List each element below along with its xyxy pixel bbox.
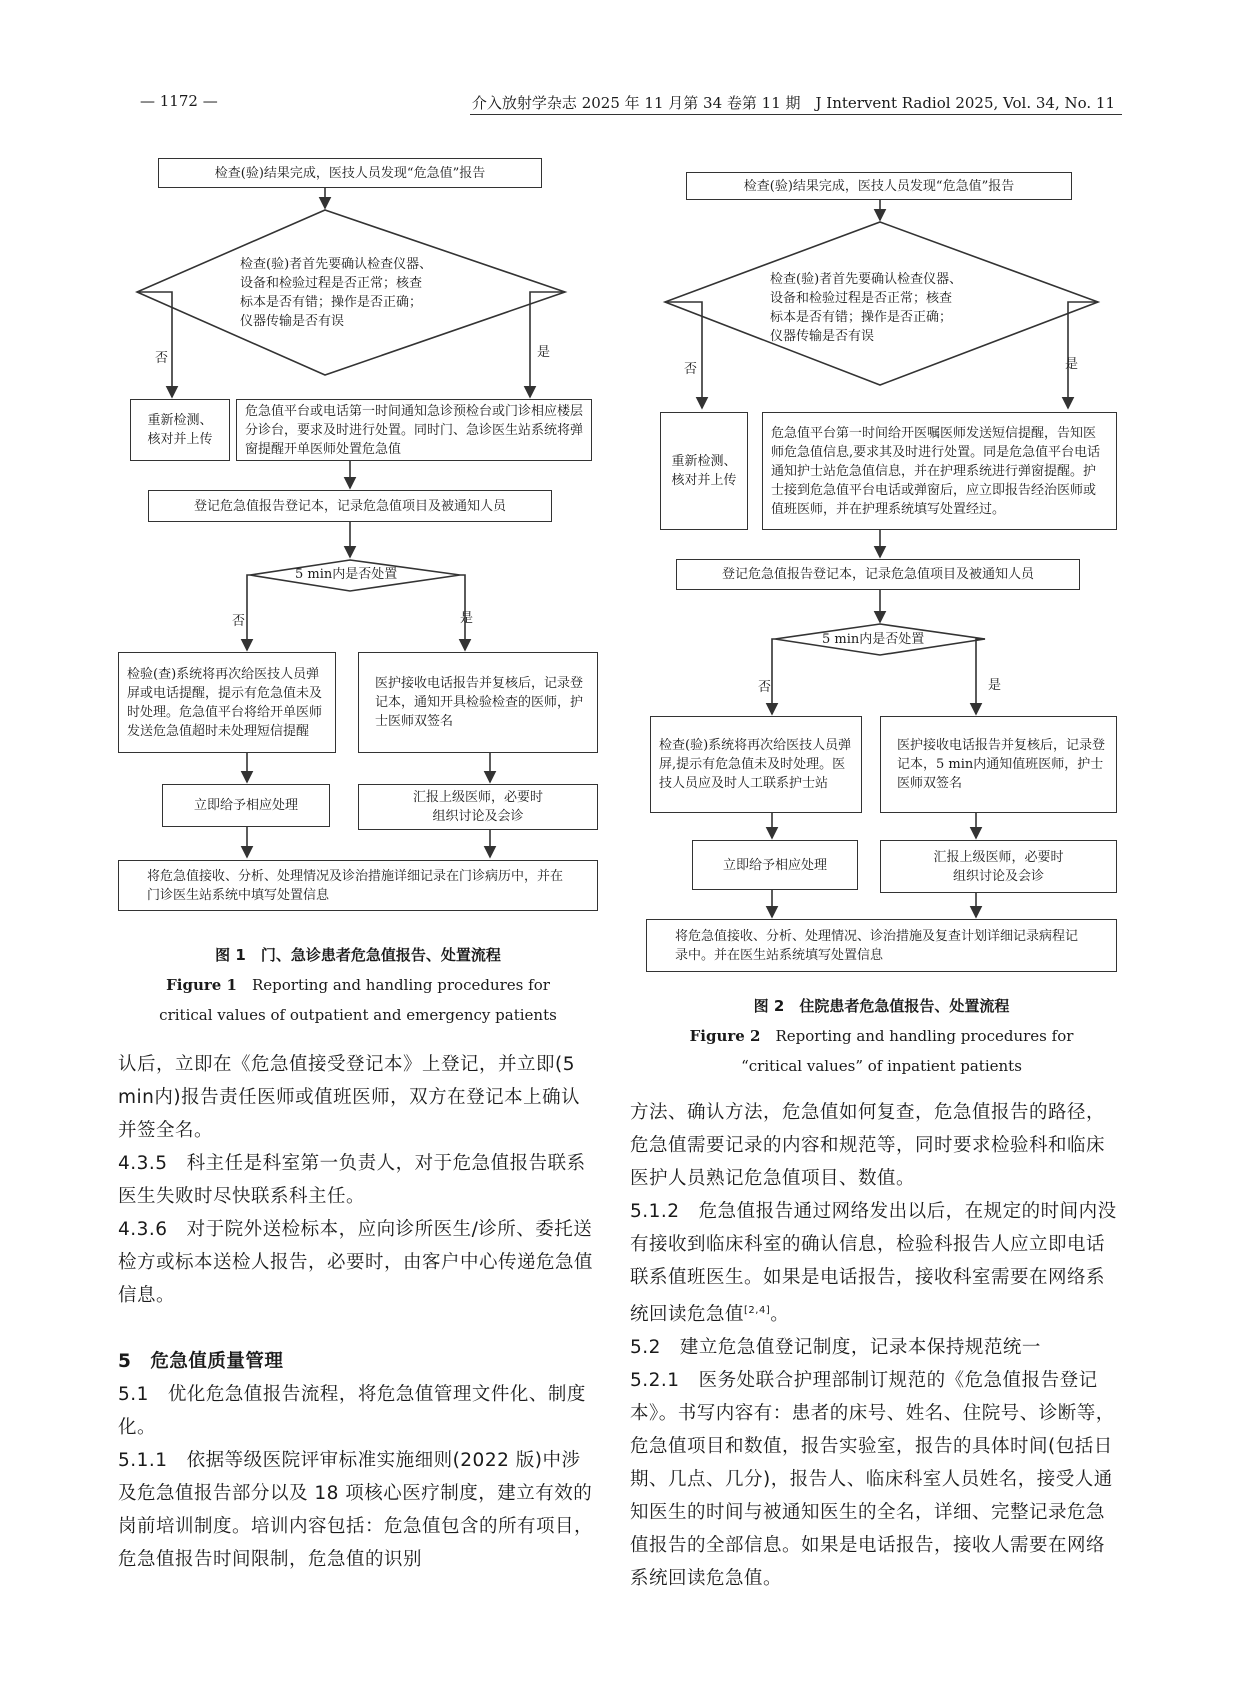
left-paragraph-3: 4.3.6 对于院外送检标本，应向诊所医生/诊所、委托送检方或标本送检人报告，必要时，由客户中心传递危急值信息。 [118,1219,594,1306]
fig1-report-box: 汇报上级医师，必要时 组织讨论及会诊 [358,784,598,830]
right-paragraph-2: 5.1.2 危急值报告通过网络发出以后，在规定的时间内没有接收到临床科室的确认信息，检验科报告人应立即电话联系值班医生。如果是电话报告，接收科室需要在网络系统回读危急值[2,4]。 [630,1201,1117,1326]
citation: [2,4] [744,1305,771,1316]
left-paragraph-2: 4.3.5 科主任是科室第一负责人，对于危急值报告联系医生失败时尽快联系科主任。 [118,1153,586,1207]
fig1-caption-en-1: Figure 1 Reporting and handling procedures for [166,976,550,994]
fig2-yes-label: 是 [1065,357,1079,372]
fig1-handle-box: 立即给予相应处理 [162,784,330,827]
fig1-register-box: 登记危急值报告登记本，记录危急值项目及被通知人员 [148,490,552,522]
fig2-recheck-box: 重新检测、 核对并上传 [660,412,748,530]
left-column-text [118,1048,598,1576]
section-5-heading: 5 危急值质量管理 [118,1351,284,1372]
fig2-caption-cn: 图 2 住院患者危急值报告、处置流程 [753,997,1010,1015]
right-paragraph-4: 5.2.1 医务处联合护理部制订规范的《危急值报告登记本》。书写内容有：患者的床号、姓名、住院号、诊断等，危急值项目和数值，报告实验室，报告的具体时间(包括日期、几点、几分)，报告人、临床科室人员姓名，接受人通知医生的时间与被通知医生的全名，详细、完整记录危急值报告的全部信息。如果是电话报告，接收人需要在网络系统回读危急值。 [630,1370,1115,1590]
fig2-start-box: 检查(验)结果完成，医技人员发现“危急值”报告 [686,172,1072,200]
fig1-no2-label: 否 [232,614,246,629]
fig1-yes-label: 是 [537,345,551,360]
fig2-caption-en-2: “critical values” of inpatient patients [741,1057,1022,1075]
fig1-recheck-box: 重新检测、 核对并上传 [130,399,230,461]
fig2-yes2-label: 是 [988,678,1002,693]
fig1-no-label: 否 [155,351,169,366]
fig2-report-box: 汇报上级医师，必要时 组织讨论及会诊 [880,840,1117,893]
fig2-record-box: 将危急值接收、分析、处理情况、诊治措施及复查计划详细记录病程记录中。并在医生站系统填写处置信息 [646,919,1117,972]
fig1-caption-en-2: critical values of outpatient and emergency patients [159,1006,557,1024]
left-paragraph-1: 认后，立即在《危急值接受登记本》上登记，并立即(5 min内)报告责任医师或值班医师，双方在登记本上确认并签全名。 [118,1054,581,1141]
section-gap [118,1312,598,1345]
left-paragraph-4: 5.1 优化危急值报告流程，将危急值管理文件化、制度化。 [118,1384,586,1438]
fig1-decision-text: 检查(验)者首先要确认检查仪器、 设备和检验过程是否正常；核查 标本是否有错；操作是否正确； 仪器传输是否有误 [240,257,433,329]
fig2-receive-box: 医护接收电话报告并复核后，记录登记本，5 min内通知值班医师，护士医师双签名 [880,716,1117,813]
fig1-decision2-text: 5 min内是否处置 [295,567,398,582]
fig2-notify-box: 危急值平台第一时间给开医嘱医师发送短信提醒，告知医师危急值信息,要求其及时进行处置。同是危急值平台电话通知护士站危急值信息，并在护理系统进行弹窗提醒。护士接到危急值平台电话或弹窗后，应立即报告经治医师或值班医师，并在护理系统填写处置经过。 [762,412,1117,530]
figure-2-caption [646,991,1117,1081]
fig1-notify-box: 危急值平台或电话第一时间通知急诊预检台或门诊相应楼层分诊台，要求及时进行处置。同时门、急诊医生站系统将弹窗提醒开单医师处置危急值 [236,399,592,461]
fig1-caption-cn: 图 1 门、急诊患者危急值报告、处置流程 [215,946,501,964]
fig2-register-box: 登记危急值报告登记本，记录危急值项目及被通知人员 [676,559,1080,590]
fig2-decision-text: 检查(验)者首先要确认检查仪器、 设备和检验过程是否正常；核查 标本是否有错；操作是否正确； 仪器传输是否有误 [770,272,963,344]
right-paragraph-1: 方法、确认方法，危急值如何复查，危急值报告的路径，危急值需要记录的内容和规范等，同时要求检验科和临床医护人员熟记危急值项目、数值。 [630,1102,1106,1189]
right-paragraph-3: 5.2 建立危急值登记制度，记录本保持规范统一 [630,1337,1041,1359]
fig2-caption-en-1: Figure 2 Reporting and handling procedures for [689,1027,1074,1045]
left-paragraph-5: 5.1.1 依据等级医院评审标准实施细则(2022 版)中涉及危急值报告部分以及 18 项核心医疗制度，建立有效的岗前培训制度。培训内容包括：危急值包含的所有项目，危急值报告时间限制，危急值的识别 [118,1450,594,1570]
page-number: — 1172 — [140,92,218,110]
fig1-start-box: 检查(验)结果完成，医技人员发现“危急值”报告 [158,158,542,188]
fig2-remind-box: 检查(验)系统将再次给医技人员弹屏,提示有危急值未及时处理。医技人员应及时人工联系护士站 [650,716,862,813]
fig1-remind-box: 检验(查)系统将再次给医技人员弹屏或电话提醒，提示有危急值未及时处理。危急值平台将给开单医师发送危急值超时未处理短信提醒 [118,652,336,753]
fig2-decision2-text: 5 min内是否处置 [822,632,925,647]
fig1-yes2-label: 是 [460,611,474,626]
fig1-receive-box: 医护接收电话报告并复核后，记录登记本，通知开具检验检查的医师，护士医师双签名 [358,652,598,753]
fig2-handle-box: 立即给予相应处理 [692,840,858,890]
journal-header: 介入放射学杂志 2025 年 11 月第 34 卷第 11 期 J Intervent Radiol 2025, Vol. 34, No. 11 [471,94,1115,112]
right-column-text [630,1096,1117,1595]
fig2-no2-label: 否 [758,680,772,695]
fig2-no-label: 否 [684,362,698,377]
fig1-record-box: 将危急值接收、分析、处理情况及诊治措施详细记录在门诊病历中，并在门诊医生站系统中填写处置信息 [118,860,598,911]
